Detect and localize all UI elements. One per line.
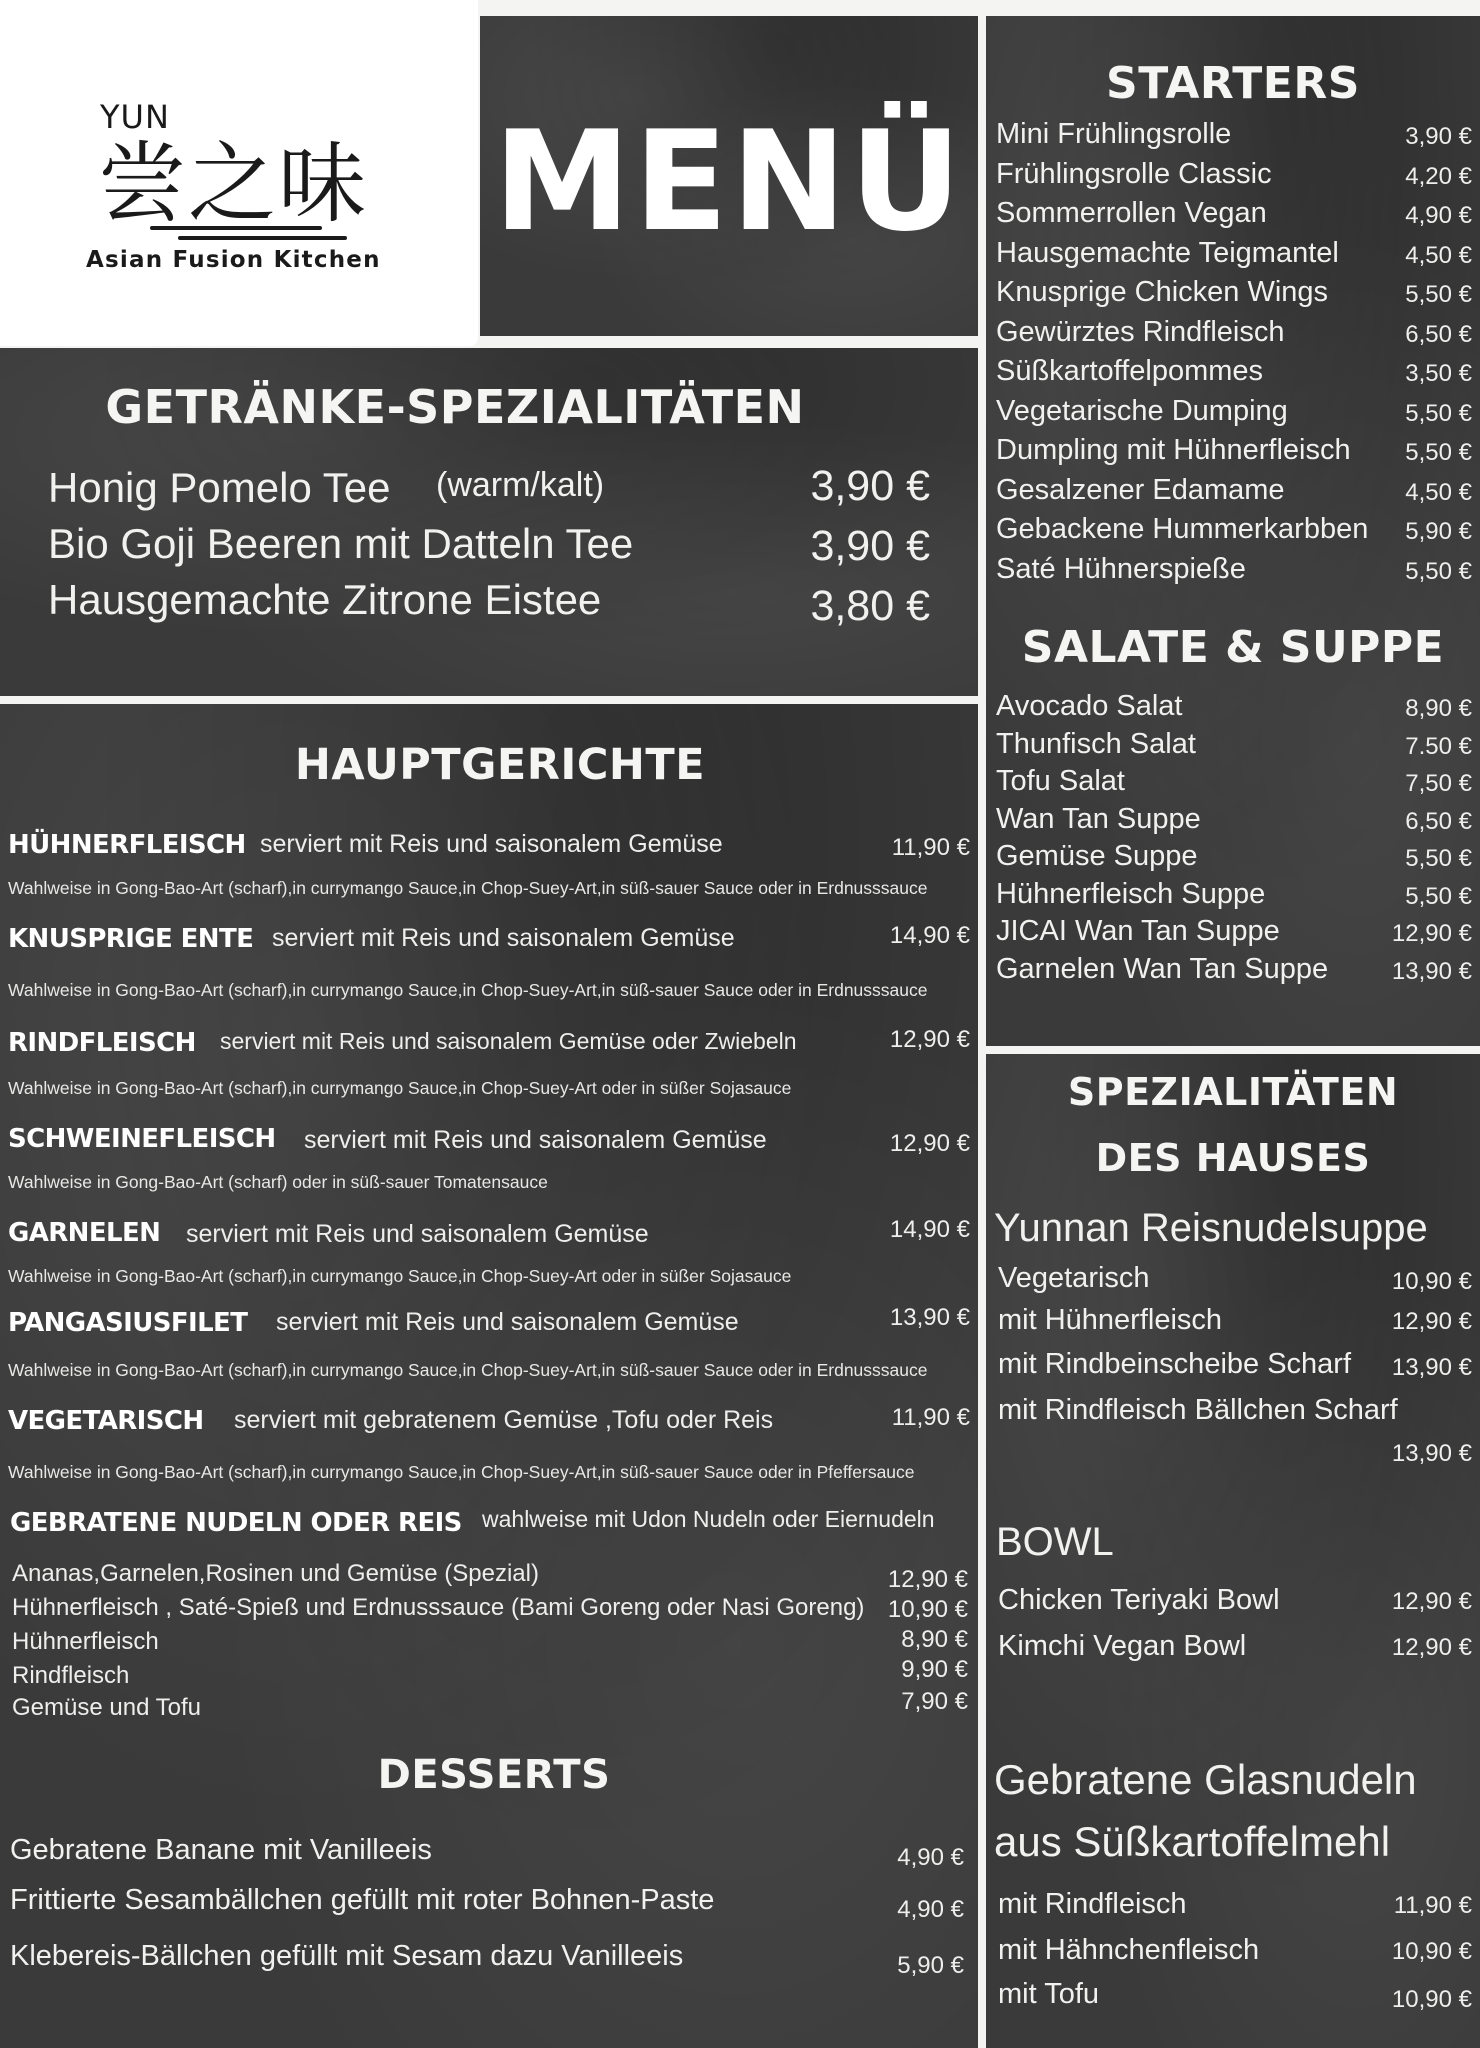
salad-item-name: Gemüse Suppe <box>996 840 1198 872</box>
drinks-heading: GETRÄNKE-SPEZIALITÄTEN <box>105 380 805 434</box>
dessert-item-name: Frittierte Sesambällchen gefüllt mit roter Bohnen-Paste <box>10 1884 715 1916</box>
starter-item-name: Frühlingsrolle Classic <box>996 157 1272 190</box>
dish-note: Wahlweise in Gong-Bao-Art (scharf),in currymango Sauce,in Chop-Suey-Art oder in süßer Sojasauce <box>8 1078 792 1098</box>
salad-item-name: Thunfisch Salat <box>996 727 1196 760</box>
logo-latin-text: YUN <box>100 98 170 136</box>
starter-item-price: 5,50 € <box>1405 557 1472 585</box>
glass-noodles-item-price: 10,90 € <box>1391 1986 1472 2013</box>
starter-item-price: 4,50 € <box>1405 478 1472 506</box>
starter-item-name: Gebackene Hummerkarbben <box>996 513 1369 545</box>
dish-note: Wahlweise in Gong-Bao-Art (scharf),in currymango Sauce,in Chop-Suey-Art,in süß-sauer Sauce oder in Pfeffersauce <box>8 1462 915 1482</box>
mains-board <box>0 704 978 2048</box>
dish-note: Wahlweise in Gong-Bao-Art (scharf),in currymango Sauce,in Chop-Suey-Art,in süß-sauer Sauce oder in Erdnusssauce <box>8 980 928 1000</box>
salad-item-name: Garnelen Wan Tan Suppe <box>996 952 1329 985</box>
drink-item-name: Hausgemachte Zitrone Eistee <box>48 576 602 623</box>
noodle-soup-item-name: mit Rindbeinscheibe Scharf <box>998 1348 1352 1380</box>
noodle-soup-item-name: Vegetarisch <box>998 1262 1150 1294</box>
noodle-soup-item-price: 10,90 € <box>1391 1268 1472 1295</box>
salad-item-name: Tofu Salat <box>996 765 1125 797</box>
glass-noodles-item-name: mit Tofu <box>998 1978 1100 2010</box>
logo-panel <box>0 0 478 346</box>
dish-note: Wahlweise in Gong-Bao-Art (scharf),in currymango Sauce,in Chop-Suey-Art,in süß-sauer Sauce oder in Erdnusssauce <box>8 878 928 898</box>
salad-item-price: 8,90 € <box>1405 695 1472 722</box>
dish-description: serviert mit Reis und saisonalem Gemüse oder Zwiebeln <box>220 1028 797 1054</box>
starter-item-price: 5,50 € <box>1405 281 1472 308</box>
dish-name: SCHWEINEFLEISCH <box>8 1124 276 1154</box>
salad-item-name: JICAI Wan Tan Suppe <box>996 915 1280 947</box>
salad-item-name: Hühnerfleisch Suppe <box>996 877 1266 910</box>
mains-heading: HAUPTGERICHTE <box>294 740 706 790</box>
specials-board <box>986 1054 1480 2048</box>
menu-title: MENÜ <box>493 101 965 262</box>
starter-item-price: 5,50 € <box>1405 439 1472 466</box>
menu-title-board <box>480 16 978 336</box>
noodles-item-name: Hühnerfleisch , Saté-Spieß und Erdnusssauce (Bami Goreng oder Nasi Goreng) <box>12 1594 865 1621</box>
dish-description: serviert mit Reis und saisonalem Gemüse <box>260 830 723 858</box>
drink-item-price: 3,80 € <box>810 582 930 630</box>
dish-name: VEGETARISCH <box>8 1406 204 1436</box>
noodles-item-name: Rindfleisch <box>12 1662 130 1689</box>
noodles-item-price: 10,90 € <box>887 1596 968 1623</box>
starter-item-price: 3,90 € <box>1405 123 1472 150</box>
dish-name: KNUSPRIGE ENTE <box>8 924 254 954</box>
dessert-item-price: 5,90 € <box>897 1952 964 1979</box>
glass-noodles-item-price: 10,90 € <box>1391 1938 1472 1965</box>
drink-item-price: 3,90 € <box>810 522 930 570</box>
salad-item-price: 5,50 € <box>1405 845 1472 872</box>
starter-item-price: 6,50 € <box>1405 320 1472 348</box>
noodle-soup-item-price: 12,90 € <box>1391 1308 1472 1335</box>
starter-item-name: Süßkartoffelpommes <box>996 355 1264 387</box>
dish-note: Wahlweise in Gong-Bao-Art (scharf) oder in süß-sauer Tomatensauce <box>8 1172 548 1192</box>
dish-price: 13,90 € <box>889 1304 970 1331</box>
starter-item-price: 5,90 € <box>1405 518 1472 545</box>
dessert-item-price: 4,90 € <box>897 1844 964 1871</box>
dessert-item-price: 4,90 € <box>897 1896 964 1923</box>
starters-board <box>986 16 1480 1046</box>
dish-note: Wahlweise in Gong-Bao-Art (scharf),in currymango Sauce,in Chop-Suey-Art oder in süßer Sojasauce <box>8 1266 792 1286</box>
glass-noodles-item-name: mit Hähnchenfleisch <box>998 1934 1260 1966</box>
starter-item-price: 4,20 € <box>1405 162 1472 190</box>
dish-price: 14,90 € <box>889 1216 970 1243</box>
noodle-soup-item-name: mit Rindfleisch Bällchen Scharf <box>998 1394 1398 1426</box>
glass-noodles-heading-line1: Gebratene Glasnudeln <box>994 1756 1417 1803</box>
drink-item-note: (warm/kalt) <box>436 466 605 504</box>
noodles-item-price: 12,90 € <box>887 1566 968 1593</box>
salad-item-price: 7.50 € <box>1405 732 1472 760</box>
specials-heading-line1: SPEZIALITÄTEN <box>1067 1070 1399 1114</box>
noodles-item-price: 9,90 € <box>901 1656 968 1683</box>
noodles-item-name: Ananas,Garnelen,Rosinen und Gemüse (Spezial) <box>12 1560 539 1587</box>
noodles-description: wahlweise mit Udon Nudeln oder Eiernudeln <box>482 1506 935 1532</box>
starter-item-name: Saté Hühnerspieße <box>996 552 1246 585</box>
dish-price: 11,90 € <box>891 1404 970 1431</box>
desserts-heading: DESSERTS <box>377 1752 611 1798</box>
noodles-item-name: Gemüse und Tofu <box>12 1694 202 1721</box>
dish-name: GARNELEN <box>8 1218 161 1248</box>
dessert-item-name: Klebereis-Bällchen gefüllt mit Sesam dazu Vanilleeis <box>10 1940 684 1972</box>
salad-item-price: 5,50 € <box>1405 882 1472 910</box>
glass-noodles-item-price: 11,90 € <box>1393 1892 1472 1919</box>
salad-item-name: Wan Tan Suppe <box>996 802 1201 835</box>
noodle-soup-item-price: 13,90 € <box>1391 1354 1472 1381</box>
starter-item-name: Sommerrollen Vegan <box>996 197 1267 229</box>
dish-price: 11,90 € <box>891 834 970 861</box>
bowl-item-name: Chicken Teriyaki Bowl <box>998 1584 1280 1616</box>
dish-name: PANGASIUSFILET <box>8 1308 248 1338</box>
bowl-item-price: 12,90 € <box>1391 1634 1472 1661</box>
noodle-soup-item-price: 13,90 € <box>1391 1440 1472 1467</box>
logo-chinese-text: 尝之味 <box>98 132 369 235</box>
dish-name: HÜHNERFLEISCH <box>8 830 246 860</box>
starter-item-name: Hausgemachte Teigmantel <box>996 236 1339 269</box>
dish-price: 12,90 € <box>889 1130 970 1157</box>
dish-description: serviert mit Reis und saisonalem Gemüse <box>186 1220 649 1248</box>
starter-item-name: Mini Frühlingsrolle <box>996 118 1232 150</box>
starter-item-name: Knusprige Chicken Wings <box>996 276 1329 308</box>
salad-item-name: Avocado Salat <box>996 690 1183 722</box>
noodles-item-name: Hühnerfleisch <box>12 1628 159 1655</box>
dish-price: 12,90 € <box>889 1026 970 1053</box>
dish-name: RINDFLEISCH <box>8 1028 196 1058</box>
dish-description: serviert mit Reis und saisonalem Gemüse <box>304 1126 767 1154</box>
logo-subtitle: Asian Fusion Kitchen <box>86 247 381 273</box>
dish-description: serviert mit gebratenem Gemüse ,Tofu oder Reis <box>234 1406 774 1434</box>
noodles-item-price: 7,90 € <box>901 1688 968 1715</box>
noodles-item-price: 8,90 € <box>901 1626 968 1653</box>
salad-item-price: 7,50 € <box>1405 770 1472 797</box>
salad-item-price: 12,90 € <box>1391 920 1472 947</box>
salads-heading: SALATE & SUPPE <box>1021 622 1445 673</box>
dish-description: serviert mit Reis und saisonalem Gemüse <box>272 924 735 952</box>
starters-heading: STARTERS <box>1106 58 1360 109</box>
starter-item-price: 4,90 € <box>1405 202 1472 229</box>
dish-description: serviert mit Reis und saisonalem Gemüse <box>276 1308 739 1336</box>
glass-noodles-heading-line2: aus Süßkartoffelmehl <box>994 1818 1391 1865</box>
bowl-heading: BOWL <box>996 1520 1114 1564</box>
starter-item-price: 3,50 € <box>1405 360 1472 387</box>
bowl-item-name: Kimchi Vegan Bowl <box>998 1630 1247 1662</box>
starter-item-name: Vegetarische Dumping <box>996 394 1288 427</box>
dish-note: Wahlweise in Gong-Bao-Art (scharf),in currymango Sauce,in Chop-Suey-Art,in süß-sauer Sauce oder in Erdnusssauce <box>8 1360 928 1380</box>
salad-item-price: 6,50 € <box>1405 807 1472 835</box>
salad-item-price: 13,90 € <box>1391 957 1472 985</box>
starter-item-name: Dumpling mit Hühnerfleisch <box>996 434 1351 466</box>
drink-item-name: Bio Goji Beeren mit Datteln Tee <box>48 520 634 567</box>
starter-item-price: 4,50 € <box>1405 241 1472 269</box>
noodle-soup-heading: Yunnan Reisnudelsuppe <box>994 1206 1428 1250</box>
starter-item-name: Gesalzener Edamame <box>996 473 1285 506</box>
glass-noodles-item-name: mit Rindfleisch <box>998 1888 1187 1920</box>
noodle-soup-item-name: mit Hühnerfleisch <box>998 1304 1223 1336</box>
dish-price: 14,90 € <box>889 922 970 949</box>
drinks-board <box>0 348 978 696</box>
specials-heading-line2: DES HAUSES <box>1095 1136 1371 1180</box>
drink-item-name: Honig Pomelo Tee <box>48 464 391 511</box>
logo-swoosh-icon <box>150 222 350 244</box>
starter-item-name: Gewürztes Rindfleisch <box>996 315 1285 348</box>
dessert-item-name: Gebratene Banane mit Vanilleeis <box>10 1834 432 1866</box>
starter-item-price: 5,50 € <box>1405 399 1472 427</box>
drink-item-price: 3,90 € <box>810 462 930 510</box>
noodles-heading: GEBRATENE NUDELN ODER REIS <box>10 1508 462 1538</box>
bowl-item-price: 12,90 € <box>1391 1588 1472 1615</box>
